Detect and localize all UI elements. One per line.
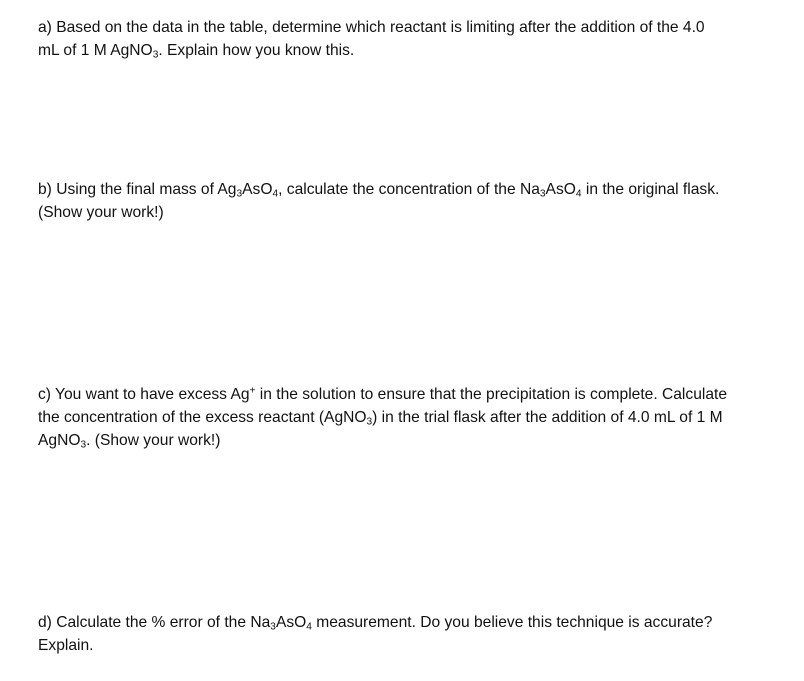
question-c-line-1 xyxy=(38,383,790,406)
subscript: 4 xyxy=(575,188,582,200)
question-c-line-2 xyxy=(38,406,790,429)
question-b-line-1 xyxy=(38,178,790,201)
question-d-line-2: Explain. xyxy=(38,637,94,654)
question-c-text: . (Show your work!) xyxy=(86,432,221,449)
question-c-text: ) in the trial flask after the addition of 4.0 mL of 1 M xyxy=(372,409,723,426)
question-a-line-2 xyxy=(38,39,790,62)
subscript: 3 xyxy=(80,439,87,451)
question-a-text: mL of 1 M AgNO xyxy=(38,42,153,59)
question-a-text: . Explain how you know this. xyxy=(158,42,355,59)
question-b-text: AsO xyxy=(242,181,273,198)
question-d xyxy=(38,611,790,657)
question-c-text: the concentration of the excess reactant (AgNO xyxy=(38,409,367,426)
subscript: 3 xyxy=(366,416,373,428)
question-a xyxy=(38,16,790,62)
question-a-line-1: a) Based on the data in the table, determine which reactant is limiting after the addition of the 4.0 xyxy=(38,19,705,36)
question-c-text: AgNO xyxy=(38,432,81,449)
question-b-text: , calculate the concentration of the Na xyxy=(278,181,540,198)
subscript: 3 xyxy=(152,49,159,61)
question-b-text: AsO xyxy=(545,181,576,198)
subscript: 4 xyxy=(272,188,279,200)
subscript: 3 xyxy=(236,188,243,200)
question-c-text: c) You want to have excess Ag xyxy=(38,386,250,403)
question-d-line-1 xyxy=(38,611,790,634)
question-b-text: b) Using the final mass of Ag xyxy=(38,181,237,198)
superscript: + xyxy=(249,385,256,397)
question-b-text: in the original flask. xyxy=(581,181,720,198)
question-c xyxy=(38,383,790,452)
subscript: 3 xyxy=(270,621,276,633)
question-d-text: d) Calculate the % error of the Na xyxy=(38,614,271,631)
question-d-text: AsO xyxy=(275,614,307,631)
question-b-line-2: (Show your work!) xyxy=(38,204,164,221)
question-d-text: measurement. Do you believe this technique is accurate? xyxy=(311,614,713,631)
question-c-text: in the solution to ensure that the precipitation is complete. Calculate xyxy=(255,386,728,403)
subscript: 4 xyxy=(306,621,312,633)
question-c-line-3 xyxy=(38,429,790,452)
subscript: 3 xyxy=(539,188,546,200)
question-b xyxy=(38,178,790,224)
